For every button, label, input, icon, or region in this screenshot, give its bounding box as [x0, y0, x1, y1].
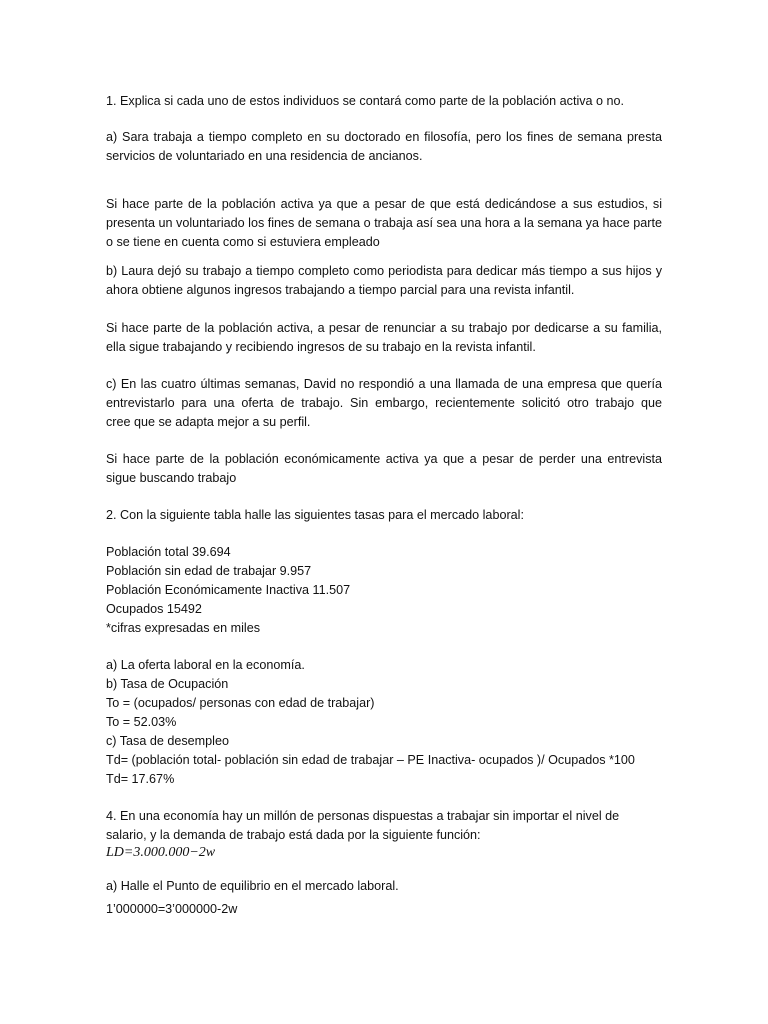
q1-a-answer-line-2: presenta un voluntariado los fines de semana o trabaja así sea una hora a la semana ya hace parte — [106, 216, 662, 230]
q1-c-question-line-1: c) En las cuatro últimas semanas, David no respondió a una llamada de una empresa que quería — [106, 377, 662, 391]
q2-data-inactiva: Población Económicamente Inactiva 11.507 — [106, 583, 351, 597]
q4-line-2: salario, y la demanda de trabajo está dada por la siguiente función: — [106, 828, 481, 842]
q2-data-sin-edad: Población sin edad de trabajar 9.957 — [106, 564, 312, 578]
q4-a-question: a) Halle el Punto de equilibrio en el mercado laboral. — [106, 879, 399, 893]
q2-item-b: b) Tasa de Ocupación — [106, 677, 229, 691]
q1-b-question-line-1: b) Laura dejó su trabajo a tiempo completo como periodista para dedicar más tiempo a sus hijos y — [106, 264, 662, 278]
q2-to-formula: To = (ocupados/ personas con edad de trabajar) — [106, 696, 375, 710]
q2-title: 2. Con la siguiente tabla halle las siguientes tasas para el mercado laboral: — [106, 508, 524, 522]
q2-data-note: *cifras expresadas en miles — [106, 621, 260, 635]
q1-title: 1. Explica si cada uno de estos individuos se contará como parte de la población activa o no. — [106, 94, 625, 108]
q1-b-answer-line-2: ella sigue trabajando y recibiendo ingresos de su trabajo en la revista infantil. — [106, 340, 536, 354]
q1-c-answer-line-1: Si hace parte de la población económicamente activa ya que a pesar de perder una entrevista — [106, 452, 662, 466]
q1-b-question-line-2: ahora obtiene algunos ingresos trabajando a tiempo parcial para una revista infantil. — [106, 283, 575, 297]
q4-formula: LD=3.000.000−2w — [106, 845, 216, 860]
q4-line-1: 4. En una economía hay un millón de personas dispuestas a trabajar sin importar el nivel de — [106, 809, 620, 823]
q2-data-total: Población total 39.694 — [106, 545, 231, 559]
q1-c-question-line-2: entrevistarlo para una oferta de trabajo. Sin embargo, recientemente solicitó otro trabajo que — [106, 396, 662, 410]
q1-a-answer-line-3: o se tiene en cuenta como si estuviera empleado — [106, 235, 380, 249]
q1-a-answer-line-1: Si hace parte de la población activa ya que a pesar de que está dedicándose a sus estudios, si — [106, 197, 662, 211]
q2-data-ocupados: Ocupados 15492 — [106, 602, 202, 616]
q1-a-question-line-2: servicios de voluntariado en una residencia de ancianos. — [106, 149, 423, 163]
q4-a-answer: 1’000000=3’000000-2w — [106, 902, 238, 916]
q1-c-question-line-3: cree que se adapta mejor a su perfil. — [106, 415, 311, 429]
q1-c-answer-line-2: sigue buscando trabajo — [106, 471, 237, 485]
q2-td-result: Td= 17.67% — [106, 772, 175, 786]
q2-to-result: To = 52.03% — [106, 715, 177, 729]
q2-item-c: c) Tasa de desempleo — [106, 734, 229, 748]
q2-item-a: a) La oferta laboral en la economía. — [106, 658, 305, 672]
q1-a-question-line-1: a) Sara trabaja a tiempo completo en su doctorado en filosofía, pero los fines de semana presta — [106, 130, 662, 144]
q2-td-formula: Td= (población total- población sin edad de trabajar – PE Inactiva- ocupados )/ Ocupados *100 — [106, 753, 635, 767]
q1-b-answer-line-1: Si hace parte de la población activa, a pesar de renunciar a su trabajo por dedicarse a su familia, — [106, 321, 662, 335]
